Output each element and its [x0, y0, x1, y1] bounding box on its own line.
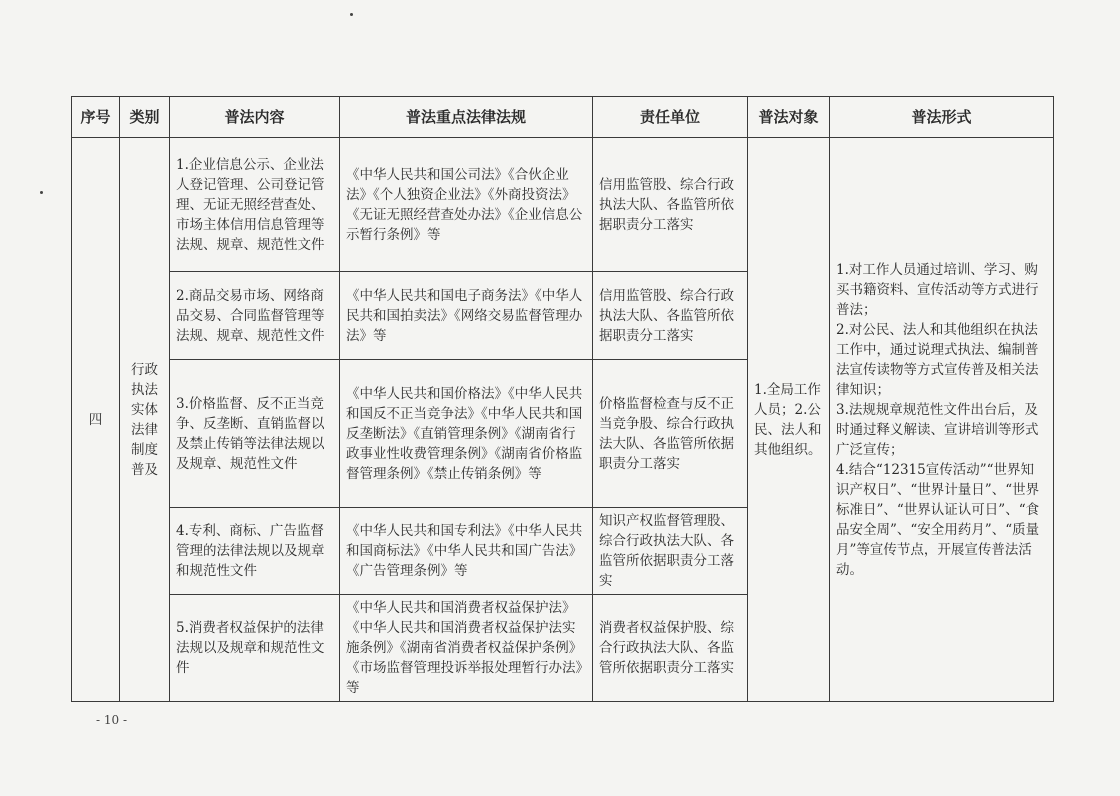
- targets-cell: 1.全局工作人员；2.公民、法人和其他组织。: [748, 138, 830, 702]
- table-row: [72, 138, 1054, 272]
- laws-cell: 《中华人民共和国价格法》《中华人民共和国反不正当竞争法》《中华人民共和国反垄断法》《直销管理条例》《湖南省行政事业性收费管理条例》《湖南省价格监督管理条例》《禁止传销条例》等: [340, 360, 593, 508]
- header-row: [72, 97, 1054, 138]
- scan-speck: [350, 13, 353, 16]
- content-cell: 5.消费者权益保护的法律法规以及规章和规范性文件: [170, 595, 340, 702]
- form-item: 3.法规规章规范性文件出台后，及时通过释义解读、宣讲培训等形式广泛宣传；: [836, 401, 1039, 458]
- header-content: 普法内容: [170, 97, 340, 138]
- law-popularization-table: [71, 96, 1054, 702]
- content-cell: 3.价格监督、反不正当竞争、反垄断、直销监督以及禁止传销等法律法规以及规章、规范性文件: [170, 360, 340, 508]
- form-item: 2.对公民、法人和其他组织在执法工作中，通过说理式执法、编制普法宣传读物等方式宣传普及相关法律知识；: [836, 321, 1039, 398]
- form-item: 4.结合“12315宣传活动”“世界知识产权日”、“世界计量日”、“世界标准日”、“世界认证认可日”、“食品安全周”、“安全用药月”、“质量月”等宣传节点，开展宣传普法活动。: [836, 461, 1040, 578]
- content-cell: 1.企业信息公示、企业法人登记管理、公司登记管理、无证无照经营查处、市场主体信用信息管理等法规、规章、规范性文件: [170, 138, 340, 272]
- content-cell: 2.商品交易市场、网络商品交易、合同监督管理等法规、规章、规范性文件: [170, 272, 340, 360]
- unit-cell: 消费者权益保护股、综合行政执法大队、各监管所依据职责分工落实: [593, 595, 748, 702]
- content-cell: 4.专利、商标、广告监督管理的法律法规以及规章和规范性文件: [170, 508, 340, 595]
- row-number: 四: [72, 138, 120, 702]
- unit-cell: 价格监督检查与反不正当竞争股、综合行政执法大队、各监管所依据职责分工落实: [593, 360, 748, 508]
- header-laws: 普法重点法律法规: [340, 97, 593, 138]
- page-number: - 10 -: [96, 713, 128, 727]
- unit-cell: 信用监管股、综合行政执法大队、各监管所依据职责分工落实: [593, 272, 748, 360]
- header-unit: 责任单位: [593, 97, 748, 138]
- laws-cell: 《中华人民共和国电子商务法》《中华人民共和国拍卖法》《网络交易监督管理办法》等: [340, 272, 593, 360]
- unit-cell: 知识产权监督管理股、综合行政执法大队、各监管所依据职责分工落实: [593, 508, 748, 595]
- header-forms: 普法形式: [830, 97, 1054, 138]
- scan-speck: [40, 191, 43, 194]
- category-cell: 行政执法实体法律制度普及: [120, 138, 170, 702]
- forms-cell: [830, 138, 1054, 702]
- laws-cell: 《中华人民共和国消费者权益保护法》《中华人民共和国消费者权益保护法实施条例》《湖南省消费者权益保护条例》《市场监督管理投诉举报处理暂行办法》等: [340, 595, 593, 702]
- header-seq: 序号: [72, 97, 120, 138]
- header-targets: 普法对象: [748, 97, 830, 138]
- laws-cell: 《中华人民共和国专利法》《中华人民共和国商标法》《中华人民共和国广告法》《广告管理条例》等: [340, 508, 593, 595]
- header-category: 类别: [120, 97, 170, 138]
- unit-cell: 信用监管股、综合行政执法大队、各监管所依据职责分工落实: [593, 138, 748, 272]
- laws-cell: 《中华人民共和国公司法》《合伙企业法》《个人独资企业法》《外商投资法》《无证无照经营查处办法》《企业信息公示暂行条例》等: [340, 138, 593, 272]
- form-item: 1.对工作人员通过培训、学习、购买书籍资料、宣传活动等方式进行普法；: [836, 261, 1039, 318]
